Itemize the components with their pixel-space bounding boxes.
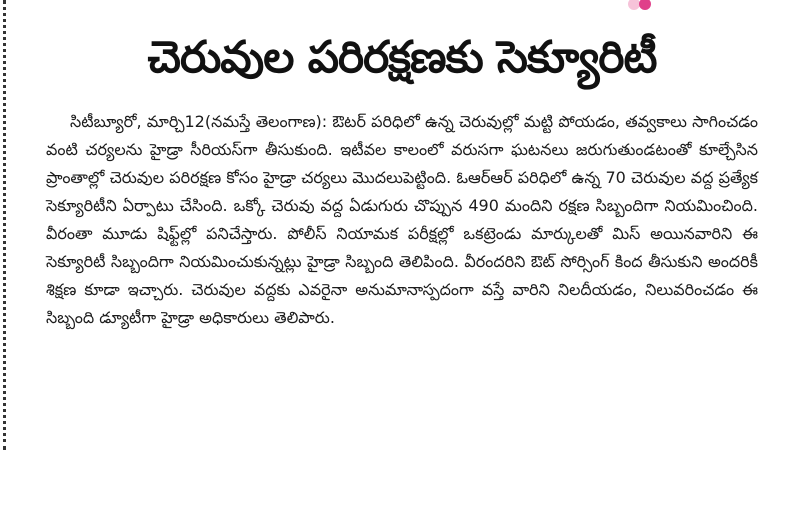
article-body: సిటీబ్యూరో, మార్చి12(నమస్తే తెలంగాణ): ఔటర్ పరిధిలో ఉన్న చెరువుల్లో మట్టి పోయడం, తవ్వకాలు సాగించడం వంటి చర్యలను హైడ్రా సీరియస్‌గా తీసుకుంది. ఇటీవల కాలంలో వరుసగా ఘటనలు జరుగుతుండటంతో కూల్చేసిన ప్రాంతాల్లో చెరువుల పరిరక్షణ కోసం హైడ్రా చర్యలు మొదలుపెట్టింది. ఓఆర్ఆర్ పరిధిలో ఉన్న 70 చెరువుల వద్ద ప్రత్యేక సెక్యూరిటీని ఏర్పాటు చేసింది. ఒక్కో చెరువు వద్ద ఏడుగురు చొప్పున 490 మందిని రక్షణ సిబ్బందిగా నియమించింది. వీరంతా మూడు షిఫ్ట్‌ల్లో పనిచేస్తారు. పోలీస్ నియామక పరీక్షల్లో ఒకట్రెండు మార్కులతో మిస్ అయినవారిని ఈ సెక్యూరిటీ సిబ్బందిగా నియమించుకున్నట్లు హైడ్రా సిబ్బంది తెలిపింది. వీరందరిని ఔట్ సోర్సింగ్ కింద తీసుకుని అందరికీ శిక్షణ కూడా ఇచ్చారు. చెరువుల వద్దకు ఎవరైనా అనుమానాస్పదంగా వస్తే వారిని నిలదీయడం, నిలువరించడం ఈ సిబ్బంది డ్యూటీగా హైడ్రా అధికారులు తెలిపారు. [46,112,758,327]
pink-dot-icon [639,0,651,10]
dotted-column-border [3,0,6,450]
decorative-dots [628,0,658,10]
news-article [46,22,758,332]
article-headline: చెరువుల పరిరక్షణకు సెక్యూరిటీ [147,32,657,83]
